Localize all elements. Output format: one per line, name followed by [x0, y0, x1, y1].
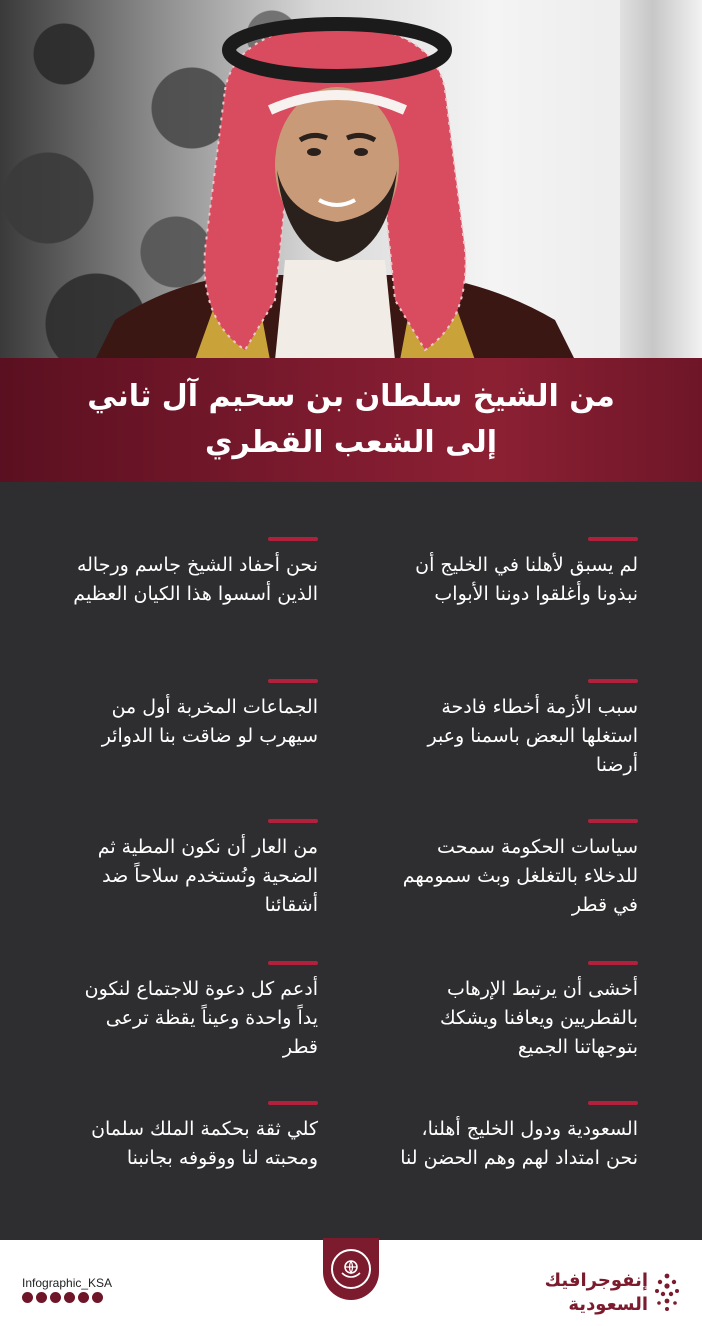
accent-bar: [588, 819, 638, 823]
title-line-2: إلى الشعب القطري: [204, 425, 498, 460]
accent-bar: [268, 679, 318, 683]
statement-item: [388, 819, 638, 920]
globe-hands-icon: [331, 1249, 371, 1289]
statement-item: [388, 537, 638, 609]
statement-text: نحن أحفاد الشيخ جاسم ورجاله الذين أسسوا هذا الكيان العظيم: [73, 554, 318, 605]
brand-logo: [540, 1266, 680, 1322]
statement-text: سياسات الحكومة سمحت للدخلاء بالتغلغل وبث سمومهم في قطر: [402, 836, 638, 916]
title-banner: [0, 358, 702, 482]
header-photo: [0, 0, 702, 360]
twitter-icon[interactable]: [22, 1292, 33, 1303]
portrait-illustration: [95, 0, 575, 360]
statement-item: [388, 679, 638, 780]
accent-bar: [268, 961, 318, 965]
brand-name-line-1: إنفوجرافيك: [544, 1270, 648, 1291]
background-rail: [620, 0, 702, 360]
statement-item: [68, 961, 318, 1062]
statement-text: لم يسبق لأهلنا في الخليج أن نبذونا وأغلقوا دوننا الأبواب: [415, 554, 638, 605]
accent-bar: [588, 679, 638, 683]
statement-text: من العار أن نكون المطية ثم الضحية ونُستخدم سلاحاً ضد أشقائنا: [97, 836, 318, 916]
statement-text: أخشى أن يرتبط الإرهاب بالقطريين ويعافنا ويشكك بتوجهاتنا الجميع: [439, 978, 638, 1058]
brand-name-line-2: السعودية: [568, 1294, 648, 1315]
statement-text: الجماعات المخربة أول من سيهرب لو ضاقت بنا الدوائر: [101, 696, 318, 747]
accent-bar: [268, 819, 318, 823]
facebook-icon[interactable]: [36, 1292, 47, 1303]
statement-item: [68, 537, 318, 609]
footer-center-badge: [323, 1238, 379, 1300]
accent-bar: [588, 537, 638, 541]
accent-bar: [588, 1101, 638, 1105]
statement-text: كلي ثقة بحكمة الملك سلمان ومحبته لنا ووقوفه بجانبنا: [91, 1118, 318, 1169]
social-handle[interactable]: Infographic_KSA: [22, 1276, 113, 1290]
statement-item: [68, 819, 318, 920]
accent-bar: [268, 537, 318, 541]
statement-item: [388, 1101, 638, 1173]
statement-item: [68, 679, 318, 751]
statement-text: أدعم كل دعوة للاجتماع لنكون يداً واحدة وعيناً يقظة ترعى قطر: [84, 978, 318, 1058]
statement-item: [68, 1101, 318, 1173]
brand-dots-icon: [654, 1272, 680, 1312]
snapchat-icon[interactable]: [78, 1292, 89, 1303]
telegram-icon[interactable]: [92, 1292, 103, 1303]
accent-bar: [588, 961, 638, 965]
accent-bar: [268, 1101, 318, 1105]
youtube-icon[interactable]: [50, 1292, 61, 1303]
statement-text: سبب الأزمة أخطاء فادحة استغلها البعض باسمنا وعبر أرضنا: [427, 696, 638, 776]
social-icons: [22, 1292, 103, 1303]
instagram-icon[interactable]: [64, 1292, 75, 1303]
statement-item: [388, 961, 638, 1062]
statement-text: السعودية ودول الخليج أهلنا، نحن امتداد لهم وهم الحضن لنا: [400, 1118, 638, 1169]
title-line-1: من الشيخ سلطان بن سحيم آل ثاني: [87, 379, 615, 414]
